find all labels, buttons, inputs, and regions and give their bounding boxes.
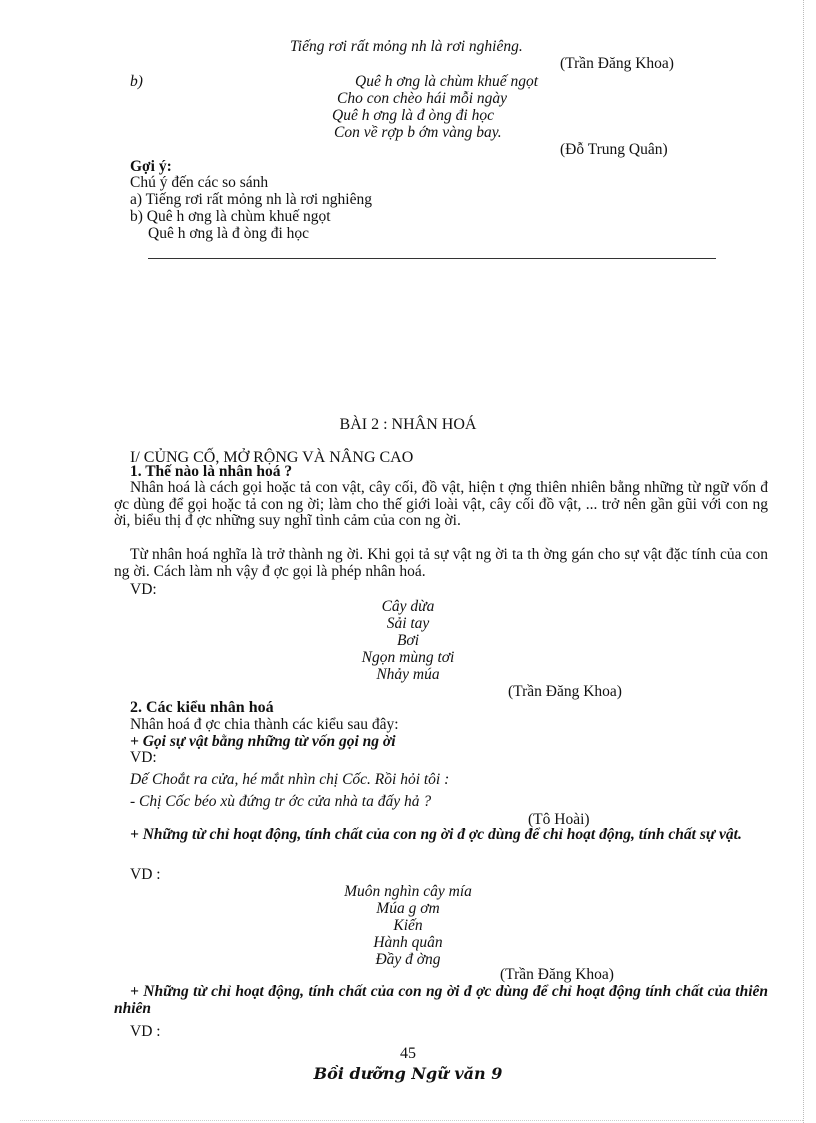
lesson-title: BÀI 2 : NHÂN HOÁ [339, 416, 477, 433]
hint-title: Gợi ý: [130, 158, 172, 175]
vd-1: VD: [130, 581, 157, 598]
poem-b-line-1: Quê h ơng là chùm khuế ngọt [355, 73, 539, 90]
kind-3: + Những từ chỉ hoạt động, tính chất của con ng ời đ ợc dùng để chỉ hoạt động tính chất của thiên nhiên [114, 983, 768, 1017]
poem-3-line-1: Muôn nghìn cây mía [344, 883, 472, 900]
author-2: (Tô Hoài) [528, 811, 590, 828]
vd-4: VD : [130, 1023, 161, 1040]
page-border-bottom [20, 1120, 803, 1121]
hint-line-3: b) Quê h ơng là chùm khuế ngọt [130, 208, 331, 225]
poem-b-line-4: Con về rợp b ớm vàng bay. [334, 124, 502, 141]
poem-1-line-5: Nhảy múa [376, 666, 440, 683]
section-heading: I/ CỦNG CỐ, MỞ RỘNG VÀ NÂNG CAO [130, 449, 414, 466]
hint-line-2: a) Tiếng rơi rất mỏng nh là rơi nghiêng [130, 191, 372, 208]
author-a: (Trần Đăng Khoa) [560, 55, 674, 72]
poem-3-line-3: Kiến [393, 917, 423, 934]
vd-3: VD : [130, 866, 161, 883]
author-3: (Trần Đăng Khoa) [500, 966, 614, 983]
author-b: (Đỗ Trung Quân) [560, 141, 668, 158]
hint-line-1: Chú ý đến các so sánh [130, 174, 269, 191]
page-number: 45 [400, 1045, 416, 1062]
hint-line-4: Quê h ơng là đ òng đi học [148, 225, 310, 242]
poem-1-line-2: Sải tay [386, 615, 430, 632]
example-2a: Dế Choắt ra cửa, hé mắt nhìn chị Cốc. Rồi hỏi tôi : [130, 771, 450, 788]
book-title-footer: Bồi dưỡng Ngữ văn 9 [313, 1064, 503, 1083]
poem-3-line-2: Múa g ơm [376, 900, 440, 917]
question-1: 1. Thế nào là nhân hoá ? [130, 463, 293, 480]
author-1: (Trần Đăng Khoa) [508, 683, 622, 700]
poem-a-last-line: Tiếng rơi rất mỏng nh là rơi nghiêng. [290, 38, 523, 55]
question-2: 2. Các kiểu nhân hoá [130, 699, 274, 716]
poem-1-line-1: Cây dừa [381, 598, 435, 615]
label-b: b) [130, 73, 143, 90]
poem-3-line-4: Hành quân [373, 934, 443, 951]
paragraph-1: Nhân hoá là cách gọi hoặc tả con vật, cây cối, đồ vật, hiện t ợng thiên nhiên bằng những từ ngữ vốn đ ợc dùng để gọi hoặc tả con ng ời; làm cho thế giới loài vật, cây cối đồ vật, ... trở nên gần gũi với con ng ời, biểu thị đ ợc những suy nghĩ tình cảm của con ng ời. [114, 479, 768, 529]
kind-1: + Gọi sự vật bằng những từ vốn gọi ng ời [130, 733, 396, 750]
poem-1-line-4: Ngọn mùng tơi [361, 649, 455, 666]
poem-b-line-2: Cho con chèo hái mỗi ngày [337, 90, 508, 107]
poem-b-line-3: Quê h ơng là đ òng đi học [332, 107, 494, 124]
poem-3-line-5: Đầy đ ờng [375, 951, 441, 968]
poem-1-line-3: Bơi [396, 632, 420, 649]
divider-line [148, 258, 716, 259]
paragraph-2: Từ nhân hoá nghĩa là trở thành ng ời. Khi gọi tả sự vật ng ời ta th ờng gán cho sự vật đặc tính của con ng ời. Cách làm nh vậy đ ợc gọi là phép nhân hoá. [114, 546, 768, 580]
paragraph-3: Nhân hoá đ ợc chia thành các kiểu sau đây: [130, 716, 399, 733]
kind-2: + Những từ chỉ hoạt động, tính chất của con ng ời đ ợc dùng để chỉ hoạt động, tính chất sự vật. [130, 826, 742, 843]
vd-2: VD: [130, 749, 157, 766]
example-2b: - Chị Cốc béo xù đứng tr ớc cửa nhà ta đấy hả ? [130, 793, 432, 810]
